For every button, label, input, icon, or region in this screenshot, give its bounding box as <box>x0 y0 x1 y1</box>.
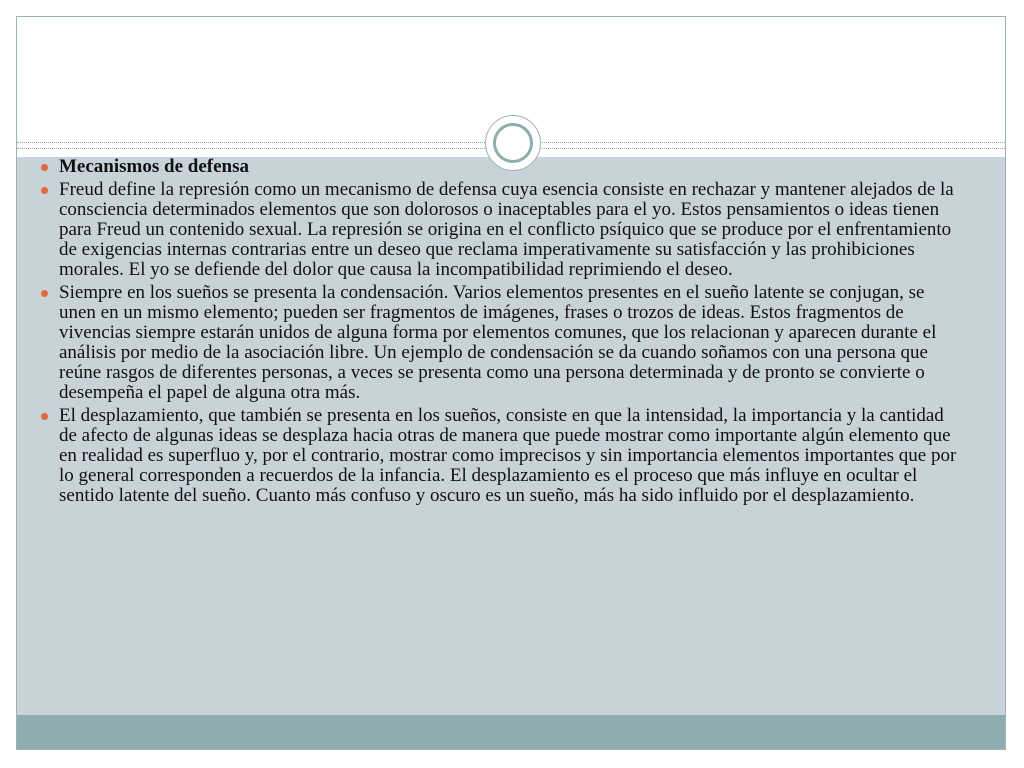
bullet-dot-icon <box>41 290 48 297</box>
footer-bar <box>17 715 1005 749</box>
list-item <box>40 180 965 280</box>
bullet-text: Siempre en los sueños se presenta la condensación. Varios elementos presentes en el sueño latente se conjugan, se unen en un mismo elemento; pueden ser fragmentos de imágenes, frases o trozos de ideas. Estos fragmentos de vivencias siempre estarán unidos de alguna forma por elementos comunes, que los relacionan y aparecen durante el análisis por medio de la asociación libre. Un ejemplo de condensación se da cuando soñamos con una persona que reúne rasgos de diferentes personas, a veces se presenta como una persona determinada y de pronto se convierte o desempeña el papel de alguna otra más. <box>59 282 937 403</box>
bullet-dot-icon <box>41 187 48 194</box>
list-item-heading <box>40 157 965 177</box>
bullet-text: El desplazamiento, que también se presenta en los sueños, consiste en que la intensidad, la importancia y la cantidad de afecto de algunas ideas se desplaza hacia otras de manera que puede mostrar como importante algún elemento que en realidad es superfluo y, por el contrario, mostrar como imprecisos y sin importancia elementos importantes que por lo general corresponden a recuerdos de la infancia. El desplazamiento es el proceso que más influye en ocultar el sentido latente del sueño. Cuanto más confuso y oscuro es un sueño, más ha sido influido por el desplazamiento. <box>59 405 957 506</box>
list-item <box>40 283 965 403</box>
list-item <box>40 406 965 506</box>
bullet-text: Freud define la represión como un mecanismo de defensa cuya esencia consiste en rechazar y mantener alejados de la consciencia determinados elementos que son dolorosos o inaceptables para el yo. Estos pensamientos o ideas tienen para Freud un contenido sexual. La represión se origina en el conflicto psíquico que se produce por el enfrentamiento de exigencias internas contrarias entre un deseo que reclama imperativamente su satisfacción y las prohibiciones morales. El yo se defiende del dolor que causa la incompatibilidad reprimiendo el deseo. <box>59 179 954 280</box>
bullet-dot-icon <box>41 413 48 420</box>
bullet-list <box>40 157 965 509</box>
bullet-dot-icon <box>41 164 48 171</box>
slide-heading: Mecanismos de defensa <box>59 156 249 177</box>
